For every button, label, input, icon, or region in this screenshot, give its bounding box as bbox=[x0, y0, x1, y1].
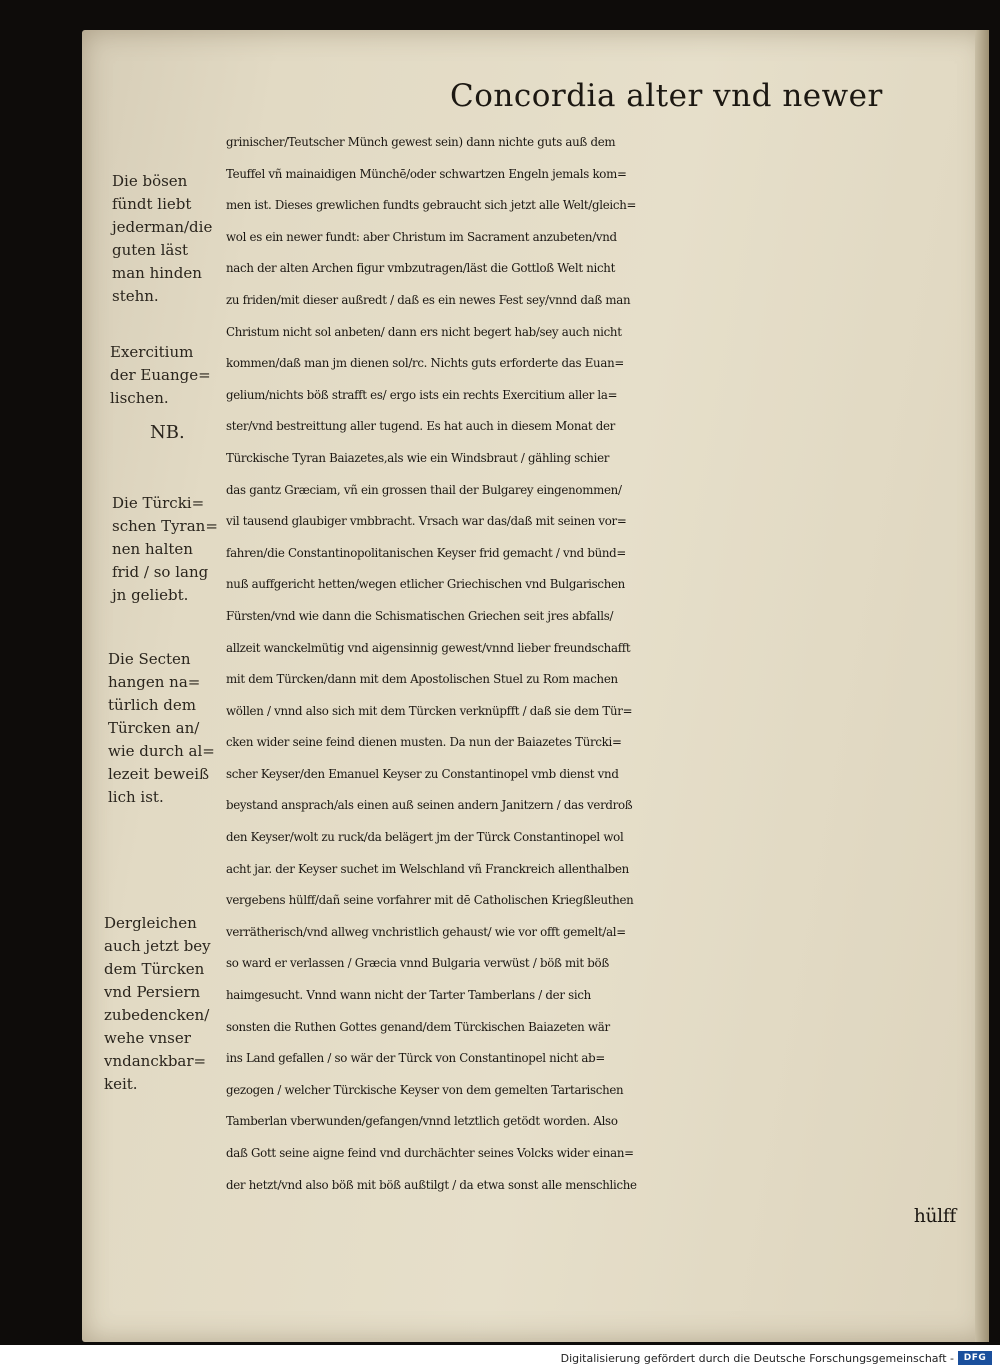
marginal-note-line: stehn. bbox=[112, 287, 159, 305]
text-line: gezogen / welcher Türckische Keyser von dem gemelten Tartarischen bbox=[226, 1082, 624, 1097]
text-line: men ist. Dieses grewlichen fundts gebraucht sich jetzt alle Welt/gleich= bbox=[226, 198, 637, 213]
marginal-note-line: wehe vnser bbox=[104, 1029, 191, 1047]
text-line: allzeit wanckelmütig vnd aigensinnig gewest/vnnd lieber freundschafft bbox=[226, 640, 631, 655]
text-line: fahren/die Constantinopolitanischen Keyser frid gemacht / vnd bünd= bbox=[226, 545, 627, 560]
marginal-note-line: lischen. bbox=[110, 389, 169, 407]
marginal-note-line: jn geliebt. bbox=[112, 586, 189, 604]
text-line: ster/vnd bestreittung aller tugend. Es hat auch in diesem Monat der bbox=[226, 419, 616, 434]
text-line: Teuffel vñ mainaidigen Münchē/oder schwartzen Engeln jemals kom= bbox=[226, 166, 627, 181]
marginal-note-line: lich ist. bbox=[108, 788, 164, 806]
text-line: Türckische Tyran Baiazetes,als wie ein Windsbraut / gähling schier bbox=[226, 450, 610, 465]
dfg-logo: DFG bbox=[958, 1351, 992, 1365]
text-line: so ward er verlassen / Græcia vnnd Bulgaria verwüst / böß mit böß bbox=[226, 956, 609, 971]
text-line: haimgesucht. Vnnd wann nicht der Tarter Tamberlans / der sich bbox=[226, 988, 591, 1003]
text-line: verrätherisch/vnd allweg vnchristlich gehaust/ wie vor offt gemelt/al= bbox=[226, 924, 626, 939]
marginal-note-line: auch jetzt bey bbox=[104, 937, 211, 955]
marginal-note-line: nen halten bbox=[112, 540, 193, 558]
text-line: nach der alten Archen figur vmbzutragen/läst die Gottloß Welt nicht bbox=[226, 261, 616, 276]
text-line: vergebens hülff/dañ seine vorfahrer mit dē Catholischen Kriegßleuthen bbox=[226, 893, 634, 908]
marginal-note-6 bbox=[104, 912, 211, 1096]
text-line: gelium/nichts böß strafft es/ ergo ists ein rechts Exercitium aller la= bbox=[226, 387, 618, 402]
text-line: den Keyser/wolt zu ruck/da belägert jm der Türck Constantinopel wol bbox=[226, 830, 624, 845]
text-line: cken wider seine feind dienen musten. Da nun der Baiazetes Türcki= bbox=[226, 735, 622, 750]
marginal-note-line: zubedencken/ bbox=[104, 1006, 210, 1024]
marginal-note-line: vndanckbar= bbox=[104, 1052, 207, 1070]
text-line: vil tausend glaubiger vmbbracht. Vrsach war das/daß mit seinen vor= bbox=[226, 514, 627, 529]
main-text-block bbox=[226, 127, 986, 1233]
marginal-note-line: lezeit beweiß bbox=[108, 765, 210, 783]
marginal-note-line: man hinden bbox=[112, 264, 202, 282]
text-line: Christum nicht sol anbeten/ dann ers nicht begert hab/sey auch nicht bbox=[226, 324, 622, 339]
marginal-note-line: keit. bbox=[104, 1075, 138, 1093]
marginal-note-line: Dergleichen bbox=[104, 914, 197, 932]
marginal-note-line: Türcken an/ bbox=[108, 719, 200, 737]
marginal-note-line: Exercitium bbox=[110, 343, 194, 361]
text-line: wöllen / vnnd also sich mit dem Türcken verknüpfft / daß sie dem Tür= bbox=[226, 703, 633, 718]
text-line: grinischer/Teutscher Münch gewest sein) dann nichte guts auß dem bbox=[226, 135, 616, 149]
text-line: Fürsten/vnd wie dann die Schismatischen Griechen seit jres abfalls/ bbox=[226, 608, 614, 623]
text-line: hülff bbox=[913, 1206, 956, 1228]
text-line: der hetzt/vnd also böß mit böß außtilgt / da etwa sonst alle menschliche bbox=[226, 1177, 637, 1192]
footer-credit: Digitalisierung gefördert durch die Deutsche Forschungsgemeinschaft - bbox=[560, 1352, 954, 1365]
text-line: daß Gott seine aigne feind vnd durchächter seines Volcks wider einan= bbox=[226, 1146, 634, 1160]
text-line: nuß auffgericht hetten/wegen etlicher Griechischen vnd Bulgarischen bbox=[226, 577, 625, 592]
marginal-note-line: der Euange= bbox=[110, 366, 211, 384]
text-line: zu friden/mit dieser außredt / daß es ein newes Fest sey/vnnd daß man bbox=[226, 292, 631, 307]
marginal-note-line: NB. bbox=[150, 422, 185, 443]
text-line: acht jar. der Keyser suchet im Welschland vñ Franckreich allenthalben bbox=[226, 861, 629, 876]
text-line: kommen/daß man jm dienen sol/rc. Nichts guts erforderte das Euan= bbox=[226, 356, 624, 371]
marginal-note-2 bbox=[110, 341, 211, 410]
text-line: Tamberlan vberwunden/gefangen/vnnd letztlich getödt worden. Also bbox=[226, 1114, 618, 1129]
marginal-note-line: schen Tyran= bbox=[112, 517, 218, 535]
text-line: das gantz Græciam, vñ ein grossen thail der Bulgarey eingenommen/ bbox=[226, 482, 622, 497]
marginal-note-4 bbox=[112, 492, 218, 607]
running-head: Concordia alter vnd newer bbox=[450, 78, 883, 114]
marginal-note-line: dem Türcken bbox=[104, 960, 205, 978]
marginal-note-line: guten läst bbox=[112, 241, 189, 259]
text-line: ins Land gefallen / so wär der Türck von Constantinopel nicht ab= bbox=[226, 1051, 606, 1066]
marginal-note-3 bbox=[150, 421, 185, 444]
text-line: scher Keyser/den Emanuel Keyser zu Constantinopel vmb dienst vnd bbox=[226, 766, 619, 781]
marginal-note-line: wie durch al= bbox=[108, 742, 215, 760]
text-line: beystand ansprach/als einen auß seinen andern Janitzern / das verdroß bbox=[226, 798, 633, 813]
marginal-note-line: jederman/die bbox=[112, 218, 213, 236]
marginal-note-line: Die bösen bbox=[112, 172, 188, 190]
marginal-note-line: hangen na= bbox=[108, 673, 201, 691]
marginal-note-line: Die Secten bbox=[108, 650, 191, 668]
text-line: wol es ein newer fundt: aber Christum im Sacrament anzubeten/vnd bbox=[226, 229, 617, 244]
marginal-note-line: frid / so lang bbox=[112, 563, 209, 581]
marginal-note-1 bbox=[112, 170, 212, 308]
marginal-note-line: Die Türcki= bbox=[112, 494, 205, 512]
marginal-note-5 bbox=[108, 648, 215, 809]
text-line: sonsten die Ruthen Gottes genand/dem Türckischen Baiazeten wär bbox=[226, 1019, 610, 1034]
marginal-note-line: vnd Persiern bbox=[104, 983, 201, 1001]
marginal-note-line: fündt liebt bbox=[112, 195, 192, 213]
marginal-note-line: türlich dem bbox=[108, 696, 196, 714]
text-line: mit dem Türcken/dann mit dem Apostolischen Stuel zu Rom machen bbox=[226, 672, 618, 687]
